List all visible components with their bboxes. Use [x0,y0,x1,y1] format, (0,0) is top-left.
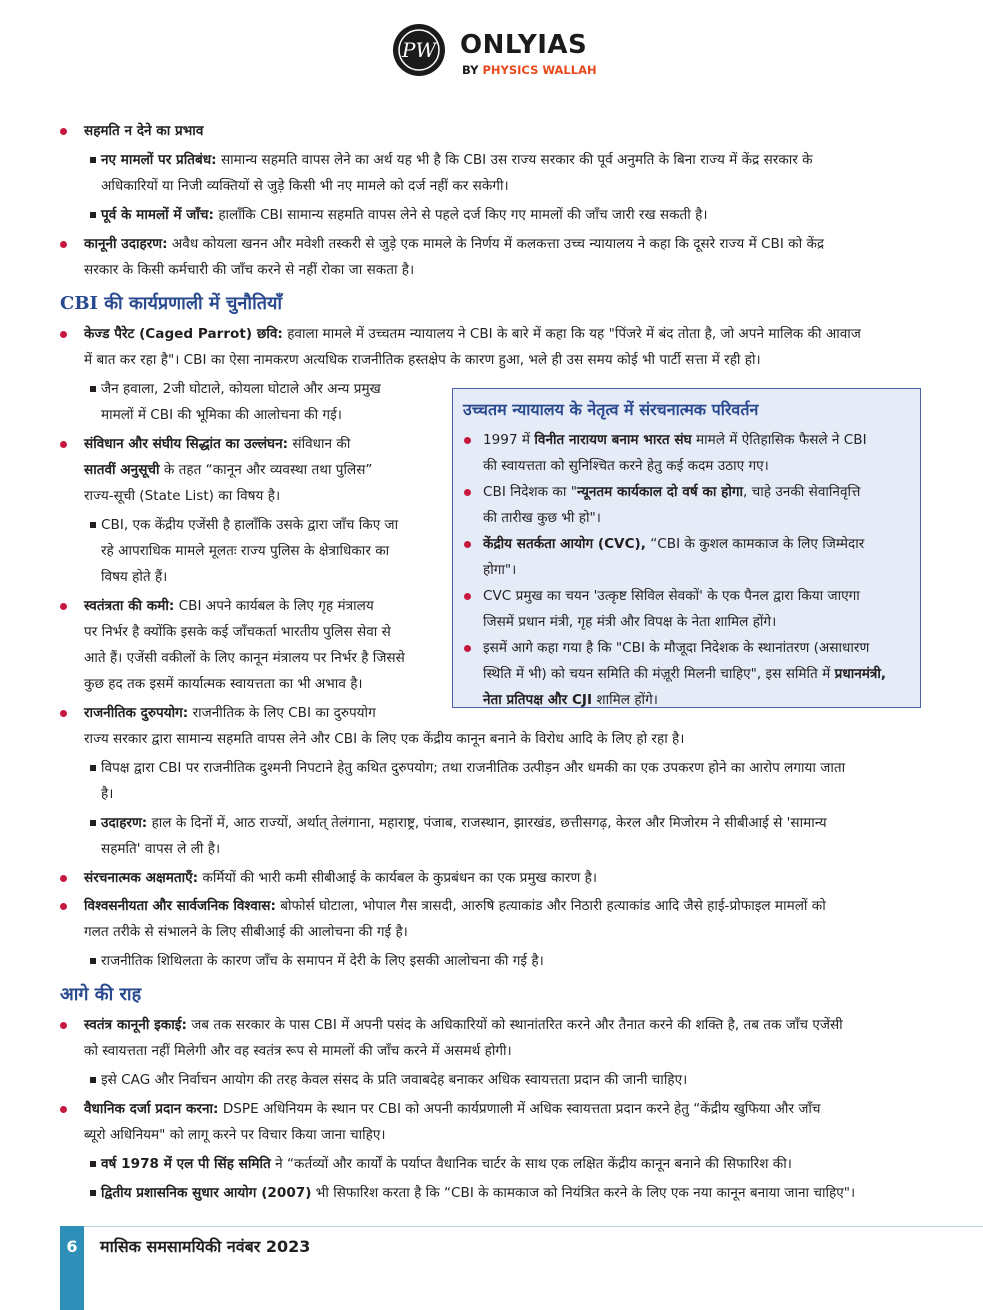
structural-para: संरचनात्मक अक्षमताएँ: कर्मियों की भारी कमी सीबीआई के कार्यबल के कुप्रबंधन का एक प्रमुख कारण है। [84,870,597,886]
consent-title: सहमति न देने का प्रभाव [84,123,204,139]
legal-example-para: कानूनी उदाहरण: अवैध कोयला खनन और मवेशी तस्करी से जुड़े एक मामले के निर्णय में कलकत्ता उच्च न्यायालय ने कहा कि दूसरे राज्य में CBI को केंद्र [84,236,825,252]
box-title: उच्चतम न्यायालय के नेतृत्व में संरचनात्मक परिवर्तन [463,400,759,419]
example-para: उदाहरण: हाल के दिनों में, आठ राज्यों, अर्थात् तेलंगाना, महाराष्ट्र, पंजाब, राजस्थान, झारखंड, छत्तीसगढ़, केरल और मिजोरम ने सीबीआई से 'सामान्य [101,815,827,831]
new-cases-para-cont: अधिकारियों या निजी व्यक्तियों से जुड़े किसी भी नए मामले को दर्ज नहीं कर सकेगी। [101,178,509,194]
constitution-para-l2: सातवीं अनुसूची के तहत “कानून और व्यवस्था तथा पुलिस” [84,462,373,478]
independence-para: स्वतंत्रता की कमी: CBI अपने कार्यबल के लिए गृह मंत्रालय [84,598,374,614]
box-item-1-l2: की स्वायत्तता को सुनिश्चित करने हेतु कई कदम उठाए गए। [483,458,769,474]
sub-bullet [90,1077,96,1083]
delay-para: राजनीतिक शिथिलता के कारण जाँच के समापन में देरी के लिए इसकी आलोचना की गई है। [101,953,544,969]
brand-sub-accent: PHYSICS WALLAH [482,63,597,77]
arc-para: द्वितीय प्रशासनिक सुधार आयोग (2007) भी सिफारिश करता है कि “CBI के कामकाज को नियंत्रित करने के लिए एक नया कानून बनाया जाना चाहिए"। [101,1185,856,1201]
bullet-point [60,603,67,610]
cbi-jurisdiction-para-l3: विषय होते हैं। [101,569,168,585]
bullet-point [60,710,67,717]
jain-hawala-para: जैन हवाला, 2जी घोटाले, कोयला घोटाले और अन्य प्रमुख [101,381,381,397]
credibility-para: विश्वसनीयता और सार्वजनिक विश्वास: बोफोर्स घोटाला, भोपाल गैस त्रासदी, आरुषि हत्याकांड और निठारी हत्याकांड आदि जैसे हाई-प्रोफाइल मामलों को [84,898,826,914]
bullet-point [60,128,67,135]
box-item-4: CVC प्रमुख का चयन 'उत्कृष्ट सिविल सेवकों' के एक पैनल द्वारा किया जाएगा [483,588,860,604]
box-item-5-l2: स्थिति में भी) को चयन समिति की मंज़ूरी मिलनी चाहिए", इस समिति में प्रधानमंत्री, [483,666,887,682]
box-item-3: केंद्रीय सतर्कता आयोग (CVC), “CBI के कुशल कामकाज के लिए जिम्मेदार [483,536,865,552]
box-item-4-l2: जिसमें प्रधान मंत्री, गृह मंत्री और विपक्ष के नेता शामिल होंगे। [483,614,777,630]
bullet-point [60,875,67,882]
credibility-para-l2: गलत तरीके से संभालने के लिए सीबीआई की आलोचना की गई है। [84,924,408,940]
cag-para: इसे CAG और निर्वाचन आयोग की तरह केवल संसद के प्रति जवाबदेह बनाकर अधिक स्वायत्तता प्रदान की जानी चाहिए। [101,1072,688,1088]
statutory-para-l2: ब्यूरो अधिनियम" को लागू करने पर विचार किया जाना चाहिए। [84,1127,386,1143]
cbi-jurisdiction-para: CBI, एक केंद्रीय एजेंसी है हालाँकि उसके द्वारा जाँच किए जा [101,517,399,533]
sub-bullet [90,1190,96,1196]
constitution-para-l3: राज्य-सूची (State List) का विषय है। [84,488,281,504]
brand-name: ONLYIAS [460,30,588,60]
bullet-point [60,241,67,248]
independent-unit-para: स्वतंत्र कानूनी इकाई: जब तक सरकार के पास CBI में अपनी पसंद के अधिकारियों को स्थानांतरित करने और तैनात करने की शक्ति है, तब तक जाँच एजेंसी [84,1017,843,1033]
sub-bullet [90,958,96,964]
sub-bullet [90,212,96,218]
footer-rule [60,1226,983,1227]
bullet-point [60,1106,67,1113]
pw-logo-letters: PW [401,38,437,62]
cbi-jurisdiction-para-l2: रहे आपराधिक मामले मूलतः राज्य पुलिस के क्षेत्राधिकार का [101,543,390,559]
bullet-point [60,903,67,910]
bullet-point [464,541,471,548]
section-heading-way-forward: आगे की राह [60,984,142,1005]
sub-bullet [90,522,96,528]
pw-logo-icon [397,28,441,72]
constitution-para: संविधान और संघीय सिद्धांत का उल्लंघन: संविधान की [84,436,351,452]
example-para-l2: सहमति' वापस ले ली है। [101,841,221,857]
past-cases-para: पूर्व के मामलों में जाँच: हालाँकि CBI सामान्य सहमति वापस लेने से पहले दर्ज किए गए मामलों की जाँच जारी रख सकती है। [101,207,708,223]
independence-para-l2: पर निर्भर है क्योंकि इसके कई जाँचकर्ता भारतीय पुलिस सेवा से [84,624,391,640]
lp-singh-para: वर्ष 1978 में एल पी सिंह समिति ने “कर्तव्यों और कार्यों के पर्याप्त वैधानिक चार्टर के साथ एक लक्षित केंद्रीय कानून बनाने की सिफारिश की। [101,1156,792,1172]
footer-title: मासिक समसामयिकी नवंबर 2023 [100,1237,311,1256]
section-heading-challenges: CBI की कार्यप्रणाली में चुनौतियाँ [60,293,283,314]
supreme-court-box [452,388,921,708]
bullet-point [60,331,67,338]
political-misuse-para-l2: राज्य सरकार द्वारा सामान्य सहमति वापस लेने और CBI के लिए एक केंद्रीय कानून बनाने के विरोध आदि के लिए हो रहा है। [84,731,685,747]
opposition-para-l2: है। [101,786,114,802]
box-item-5: इसमें आगे कहा गया है कि "CBI के मौजूदा निदेशक के स्थानांतरण (असाधारण [483,640,870,656]
bullet-point [464,437,471,444]
bullet-point [464,593,471,600]
brand-sub-prefix: BY [462,63,479,77]
independent-unit-para-l2: को स्वायत्तता नहीं मिलेगी और वह स्वतंत्र रूप से मामलों की जाँच करने में असमर्थ होगी। [84,1043,512,1059]
box-item-3-l2: होगा"। [483,562,517,578]
statutory-para: वैधानिक दर्जा प्रदान करना: DSPE अधिनियम के स्थान पर CBI को अपनी कार्यप्रणाली में अधिक स्वायत्तता प्रदान करने हेतु “केंद्रीय खुफिया और जाँच [84,1101,821,1117]
page-header [0,18,983,88]
bullet-point [464,645,471,652]
sub-bullet [90,1161,96,1167]
box-item-1: 1997 में विनीत नारायण बनाम भारत संघ मामले में ऐतिहासिक फैसले ने CBI [483,432,867,448]
legal-example-para-cont: सरकार के किसी कर्मचारी की जाँच करने से नहीं रोका जा सकता है। [84,262,415,278]
page-number: 6 [66,1237,78,1256]
opposition-para: विपक्ष द्वारा CBI पर राजनीतिक दुश्मनी निपटाने हेतु कथित दुरुपयोग; तथा राजनीतिक उत्पीड़न और धमकी का एक उपकरण होने का आरोप लगाया जाता [101,760,846,776]
pw-logo [393,24,445,76]
sub-bullet [90,386,96,392]
independence-para-l3: आते हैं। एजेंसी वकीलों के लिए कानून मंत्रालय पर निर्भर है जिससे [84,650,405,666]
bullet-point [464,489,471,496]
sub-bullet [90,820,96,826]
bullet-point [60,441,67,448]
box-item-5-l3: नेता प्रतिपक्ष और CJI शामिल होंगे। [483,692,658,708]
bullet-point [60,1022,67,1029]
sub-bullet [90,765,96,771]
brand-subtitle [462,63,597,77]
political-misuse-para: राजनीतिक दुरुपयोग: राजनीतिक के लिए CBI का दुरुपयोग [84,705,376,721]
box-item-2: CBI निदेशक का "न्यूनतम कार्यकाल दो वर्ष का होगा, चाहे उनकी सेवानिवृत्ति [483,484,861,500]
new-cases-para: नए मामलों पर प्रतिबंध: सामान्य सहमति वापस लेने का अर्थ यह भी है कि CBI उस राज्य सरकार की पूर्व अनुमति के बिना राज्य में केंद्र सरकार के [101,152,813,168]
caged-parrot-para: केज्ड पैरेट (Caged Parrot) छवि: हवाला मामले में उच्चतम न्यायालय ने CBI के बारे में कहा कि यह "पिंजरे में बंद तोता है, जो अपने मालिक की आवाज [84,326,861,342]
box-item-2-l2: की तारीख कुछ भी हो"। [483,510,601,526]
independence-para-l4: कुछ हद तक इसमें कार्यात्मक स्वायत्तता का भी अभाव है। [84,676,363,692]
jain-hawala-para-cont: मामलों में CBI की भूमिका की आलोचना की गई। [101,407,342,423]
caged-parrot-para-cont: में बात कर रहा है"। CBI का ऐसा नामकरण अत्यधिक राजनीतिक हस्तक्षेप के कारण हुआ, भले ही उस समय कोई भी पार्टी सत्ता में रही हो। [84,352,761,368]
sub-bullet [90,157,96,163]
